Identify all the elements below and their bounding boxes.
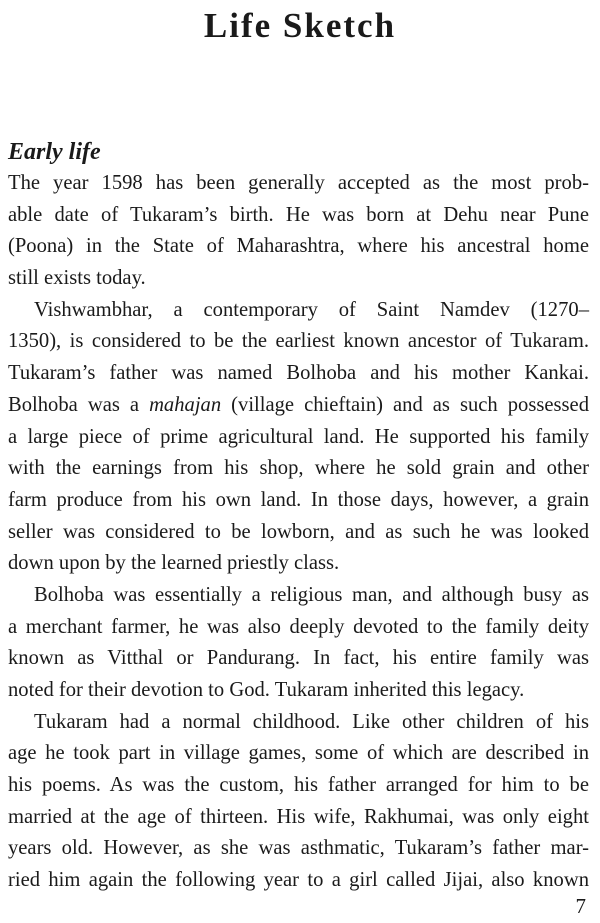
text-line (8, 485, 589, 517)
text-line (8, 770, 589, 802)
text-segment: ried him again the following year to a girl called Jijai, also known (8, 869, 589, 892)
text-segment: with the earnings from his shop, where he sold grain and other (8, 457, 589, 480)
text-segment: (village chieftain) and as such possessed (221, 393, 589, 416)
text-line (8, 580, 589, 612)
text-segment: married at the age of thirteen. His wife, Rakhumai, was only eight (8, 805, 589, 828)
text-line (8, 422, 589, 454)
text-segment: a merchant farmer, he was also deeply devoted to the family deity (8, 615, 589, 638)
text-segment: age he took part in village games, some of which are described in (8, 742, 589, 765)
text-line (8, 263, 589, 295)
text-segment: 1350), is considered to be the earliest known ancestor of Tukaram. (8, 330, 589, 353)
text-line (8, 802, 589, 834)
text-segment: Tukaram’s father was named Bolhoba and his mother Kankai. (8, 362, 589, 385)
text-segment: his poems. As was the custom, his father arranged for him to be (8, 774, 589, 797)
text-line (8, 738, 589, 770)
text-line (8, 612, 589, 644)
text-segment: Bolhoba was essentially a religious man, and although busy as (34, 583, 589, 606)
text-line (8, 200, 589, 232)
text-line (8, 707, 589, 739)
text-segment: known as Vitthal or Pandurang. In fact, his entire family was (8, 647, 589, 670)
text-segment: farm produce from his own land. In those days, however, a grain (8, 488, 589, 511)
text-segment: Tukaram had a normal childhood. Like other children of his (34, 710, 589, 733)
text-segment: down upon by the learned priestly class. (8, 552, 340, 575)
section-heading: Early life (8, 139, 101, 165)
text-line (8, 390, 589, 422)
text-line (8, 833, 589, 865)
text-line (8, 358, 589, 390)
text-segment: years old. However, as she was asthmatic, Tukaram’s father mar- (8, 837, 589, 860)
text-line (8, 326, 589, 358)
text-segment: still exists today. (8, 267, 146, 290)
body-text (8, 168, 589, 897)
chapter-title: Life Sketch (203, 6, 397, 45)
text-segment: seller was considered to be lowborn, and as such he was looked (8, 520, 589, 543)
text-segment: noted for their devotion to God. Tukaram inherited this legacy. (8, 679, 525, 701)
text-segment: The year 1598 has been generally accepted as the most prob- (8, 172, 589, 194)
text-line (8, 168, 589, 200)
text-segment: a large piece of prime agricultural land. He supported his family (8, 425, 589, 448)
text-line (8, 548, 589, 580)
text-line (8, 453, 589, 485)
text-segment: Bolhoba was a (8, 393, 150, 416)
text-line (8, 643, 589, 675)
text-segment: Vishwambhar, a contemporary of Saint Namdev (1270– (34, 298, 589, 321)
page-number: 7 (575, 894, 586, 918)
italic-term: mahajan (149, 393, 222, 416)
text-segment: able date of Tukaram’s birth. He was born at Dehu near Pune (8, 203, 589, 226)
text-line (8, 517, 589, 549)
text-line (8, 295, 589, 327)
text-line (8, 865, 589, 897)
text-line (8, 675, 589, 707)
text-line (8, 231, 589, 263)
text-segment: (Poona) in the State of Maharashtra, where his ancestral home (8, 235, 589, 258)
